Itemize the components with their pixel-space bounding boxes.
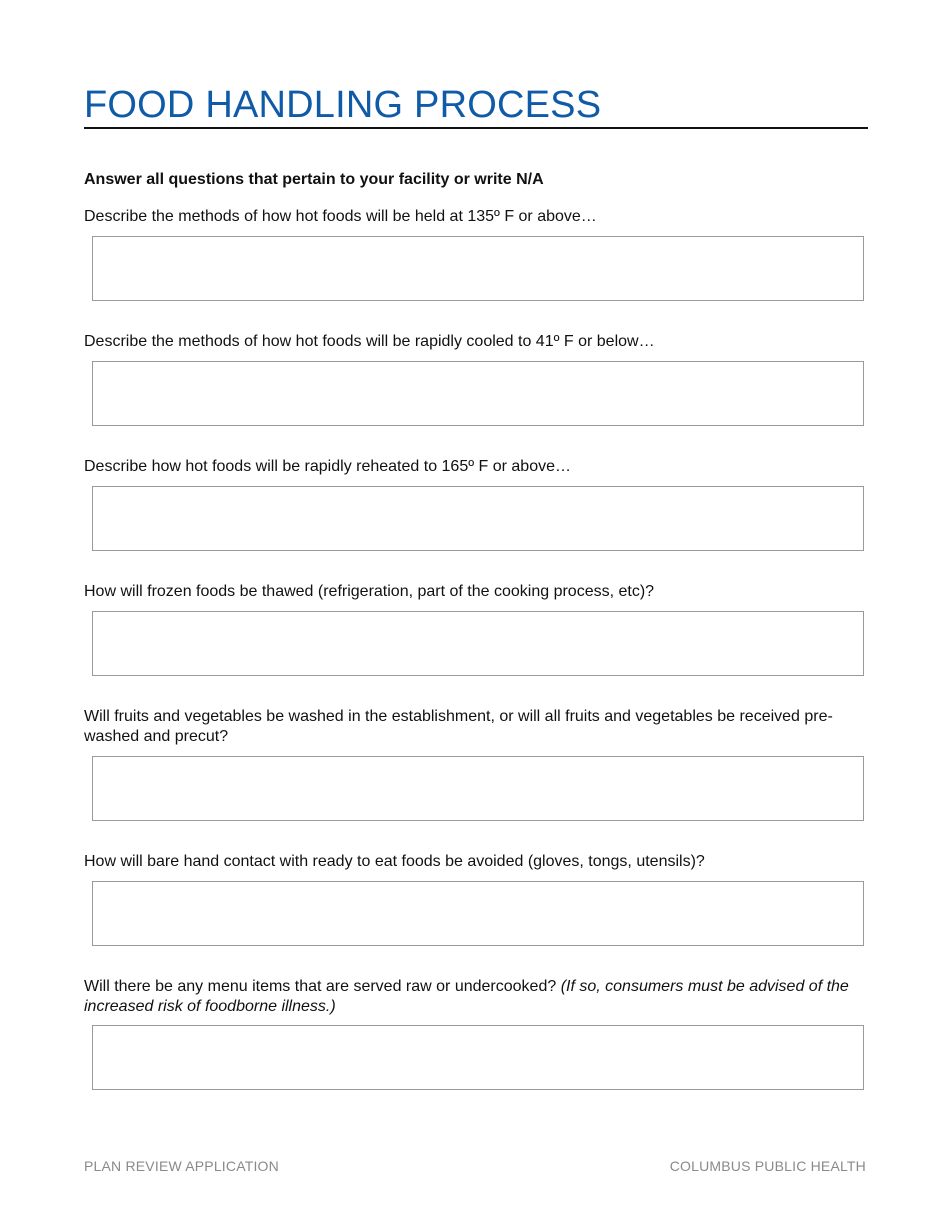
question-7-label (84, 977, 864, 1017)
footer-right-text: COLUMBUS PUBLIC HEALTH (669, 1158, 866, 1174)
title-divider (84, 127, 868, 129)
question-2-answer-box[interactable] (92, 361, 864, 426)
question-2-text: Describe the methods of how hot foods will be rapidly cooled to 41º F or below… (84, 333, 655, 350)
question-7-note: (If so, consumers must be advised of the increased risk of foodborne illness.) (84, 978, 849, 1015)
question-1-label (84, 207, 864, 227)
question-3-answer-box[interactable] (92, 486, 864, 551)
question-5-label (84, 707, 864, 747)
page-title: FOOD HANDLING PROCESS (84, 84, 602, 126)
question-6-text: How will bare hand contact with ready to eat foods be avoided (gloves, tongs, utensils)? (84, 853, 705, 870)
instructions-text: Answer all questions that pertain to your facility or write N/A (84, 171, 544, 188)
question-3-label (84, 457, 864, 477)
question-2-label (84, 332, 864, 352)
question-4-answer-box[interactable] (92, 611, 864, 676)
question-7-answer-box[interactable] (92, 1025, 864, 1090)
question-4-label (84, 582, 864, 602)
question-3-text: Describe how hot foods will be rapidly reheated to 165º F or above… (84, 458, 571, 475)
question-6-answer-box[interactable] (92, 881, 864, 946)
question-5-text: Will fruits and vegetables be washed in the establishment, or will all fruits and vegetables be received pre-washed and precut? (84, 708, 833, 745)
question-1-answer-box[interactable] (92, 236, 864, 301)
question-7-text: Will there be any menu items that are served raw or undercooked? (84, 978, 561, 995)
question-5-answer-box[interactable] (92, 756, 864, 821)
question-4-text: How will frozen foods be thawed (refrigeration, part of the cooking process, etc)? (84, 583, 655, 600)
question-1-text: Describe the methods of how hot foods will be held at 135º F or above… (84, 208, 597, 225)
question-6-label (84, 852, 864, 872)
footer-left-text: PLAN REVIEW APPLICATION (84, 1158, 279, 1174)
